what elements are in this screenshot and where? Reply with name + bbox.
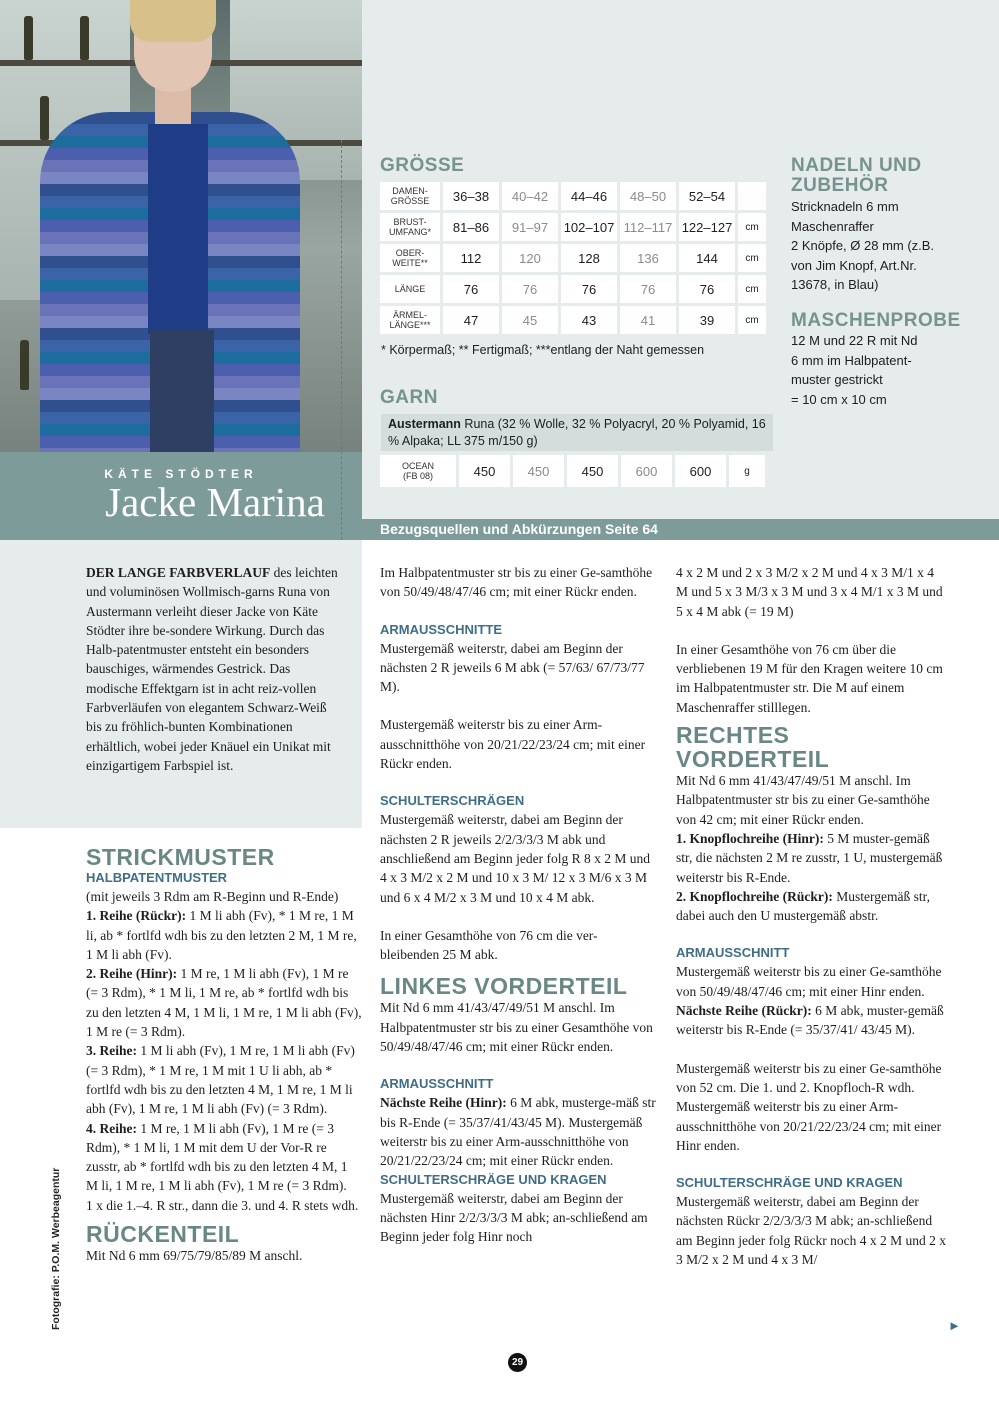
yarn-heading: GARN	[380, 387, 438, 408]
size-cell: 76	[561, 275, 617, 303]
photo-credit: Fotografie: P.O.M. Werbeagentur	[50, 1167, 62, 1330]
armausschnitt-right-text: Mustergemäß weiterstr bis zu einer Ge-samthöhe von 50/49/48/47/46 cm; mit einer Hinr enden.	[676, 964, 942, 999]
right-front-text: Mustergemäß weiterstr bis zu einer Ge-samthöhe von 52 cm. Die 1. und 2. Knopfloch-R wdh. Mustergemäß weiterstr bis zu einer Arm-ausschnitthöhe von 20/21/22/23/24 cm; mit einer Hinr enden.	[676, 1060, 942, 1153]
schulterschraegen-heading: SCHULTERSCHRÄGEN	[380, 793, 525, 809]
size-cell: 36–38	[443, 182, 499, 210]
size-table-row	[380, 244, 766, 272]
row-2-instruction: 2. Reihe (Hinr): 1 M re, 1 M li abh (Fv), 1 M re (= 3 Rdm), * 1 M li, 1 M re, ab * fortlfd wdh bis zu den letzten 4 M, 1 M li, 1 M re, 1 M li abh (Fv), 1 M re (= 3 Rdm).	[86, 966, 362, 1040]
size-row-label: OBER- WEITE**	[380, 244, 440, 272]
yarn-row	[380, 455, 765, 487]
strickmuster-heading: STRICKMUSTER	[86, 844, 275, 870]
yarn-brand: Austermann	[388, 417, 461, 431]
intro-lead: DER LANGE FARBVERLAUF	[86, 565, 271, 580]
halbpatent-note: (mit jeweils 3 Rdm am R-Beginn und R-Ende)	[86, 889, 339, 904]
size-cell: 76	[679, 275, 735, 303]
column-3	[676, 563, 946, 1269]
yarn-amount: 600	[621, 455, 672, 487]
back-text: Im Halbpatentmuster str bis zu einer Ge-samthöhe von 50/49/48/47/46 cm; mit einer Rückr enden.	[380, 565, 653, 600]
armausschnitt-text: Nächste Reihe (Hinr): 6 M abk, musterge-mäß str bis R-Ende (= 35/37/41/43/45 M). Mustergemäß weiterstr bis zu einer Arm-ausschnitthöhe von 20/21/22/23/24 cm; mit einer Rückr enden.	[380, 1095, 656, 1169]
row-4-instruction: 4. Reihe: 1 M re, 1 M li abh (Fv), 1 M re (= 3 Rdm), * 1 M li, 1 M mit dem U der Vor-R re zusstr, ab * fortlfd wdh bis zu den letzten 4 M, 1 M li, 1 M re, 1 M li abh (Fv), 1 M re (= 3 Rdm).	[86, 1120, 348, 1194]
intro-text	[86, 563, 338, 775]
gauge-heading: MASCHENPROBE	[791, 310, 961, 331]
size-cell: 144	[679, 244, 735, 272]
yarn-amount: 450	[567, 455, 618, 487]
schulterschraege-kragen-right-text: Mustergemäß weiterstr, dabei am Beginn der nächsten Rückr 2/2/3/3/3 M abk; an-schließend am Beginn jeder folg Rückr noch 4 x 2 M und 2 x 3 M/2 x 2 M und 4 x 3 M/	[676, 1194, 946, 1268]
schulterschraegen-text: Mustergemäß weiterstr, dabei am Beginn der nächsten 2 R jeweils 2/2/3/3/3 M abk und anschließend am Beginn jeder folg R 8 x 2 M und 4 x 3 M/2 x 2 M und 10 x 3 M/ 12 x 3 M/6 x 3 M und 6 x 4 M/2 x 3 M und 10 x 4 M abk.	[380, 812, 650, 905]
size-footnote: * Körpermaß; ** Fertigmaß; ***entlang der Naht gemessen	[381, 343, 705, 357]
buttonhole-row-1: 1. Knopflochreihe (Hinr): 5 M muster-gemäß str, die nächsten 2 M re zusstr, 1 U, mustergemäß weiterstr bis R-Ende.	[676, 830, 943, 885]
gauge-text: 12 M und 22 R mit Nd 6 mm im Halbpatent- muster gestrickt = 10 cm x 10 cm	[791, 333, 918, 407]
size-cell: 44–46	[561, 182, 617, 210]
yarn-amount: 450	[513, 455, 564, 487]
page-number: 29	[508, 1353, 527, 1372]
rueckenteil-text: Mit Nd 6 mm 69/75/79/85/89 M anschl.	[86, 1248, 303, 1264]
yarn-text: Runa (32 % Wolle, 32 % Polyacryl, 20 % Polyamid, 16 % Alpaka; LL 375 m/150 g)	[388, 417, 766, 448]
stitch-divider	[341, 140, 342, 560]
size-row-label: BRUST- UMFANG*	[380, 213, 440, 241]
armausschnitte-text-2: Mustergemäß weiterstr bis zu einer Arm-ausschnitthöhe von 20/21/22/23/24 cm; mit einer Rückr enden.	[380, 717, 646, 772]
size-cell: 47	[443, 306, 499, 334]
column-1	[86, 845, 362, 1265]
size-cell: 102–107	[561, 213, 617, 241]
size-row-label: DAMEN- GRÖSSE	[380, 182, 440, 210]
schulterschraege-kragen-heading: SCHULTERSCHRÄGE UND KRAGEN	[380, 1171, 607, 1187]
schulterschraegen-text-2: In einer Gesamthöhe von 76 cm die ver-bleibenden 25 M abk.	[380, 927, 598, 963]
intro-body: des leichten und voluminösen Wollmisch-garns Runa von Austermann verleiht dieser Jacke von Käte Stödter ihre be-sondere Wirkung. Durch das Halb-patentmuster entsteht ein besonders bauschiges, wärmendes Gestrick. Das modische Effektgarn ist in acht reiz-vollen Farbverläufen von elegantem Schwarz-Weiß bis zu fröhlich-bunten Kombinationen erhältlich, wobei jeder Knäuel ein Unikat mit einzigartigem Farbspiel ist.	[86, 565, 338, 773]
yarn-table	[377, 452, 768, 490]
column-2	[380, 563, 656, 1246]
size-row-label: ÄRMEL- LÄNGE***	[380, 306, 440, 334]
collar-text: In einer Gesamthöhe von 76 cm über die verbliebenen 19 M für den Kragen weitere 10 cm im Halbpatentmuster str. Die M auf einem Maschenraffer stilllegen.	[676, 641, 943, 715]
size-row-label: LÄNGE	[380, 275, 440, 303]
yarn-unit: g	[729, 455, 765, 487]
needles-text: Stricknadeln 6 mm Maschenraffer 2 Knöpfe, Ø 28 mm (z.B. von Jim Knopf, Art.Nr. 13678, in Blau)	[791, 199, 935, 292]
size-cell: 81–86	[443, 213, 499, 241]
size-cell: 128	[561, 244, 617, 272]
schulterschraege-kragen-right-heading: SCHULTERSCHRÄGE UND KRAGEN	[676, 1175, 903, 1191]
repeat-instruction: 1 x die 1.–4. R str., dann die 3. und 4. R stets wdh.	[86, 1197, 359, 1213]
model-photo	[0, 0, 362, 452]
size-cell: 48–50	[620, 182, 676, 210]
yarn-description	[381, 414, 773, 451]
row-1-instruction: 1. Reihe (Rückr): 1 M li abh (Fv), * 1 M re, 1 M li, ab * fortlfd wdh bis zu den letzten 2 M, 1 M re, 1 M li abh (Fv).	[86, 908, 357, 962]
needles-heading: NADELN UND ZUBEHÖR	[791, 155, 922, 196]
armausschnitte-text: Mustergemäß weiterstr, dabei am Beginn der nächsten 2 R jeweils 6 M abk (= 57/63/ 67/73/77 M).	[380, 640, 645, 695]
size-unit: cm	[738, 306, 766, 334]
linkes-vorderteil-heading: LINKES VORDERTEIL	[380, 973, 628, 1000]
size-unit: cm	[738, 275, 766, 303]
rueckenteil-heading: RÜCKENTEIL	[86, 1221, 240, 1248]
size-table-row	[380, 182, 766, 210]
size-cell: 40–42	[502, 182, 558, 210]
size-cell: 41	[620, 306, 676, 334]
linkes-vorderteil-text: Mit Nd 6 mm 41/43/47/49/51 M anschl. Im Halbpatentmuster str bis zu einer Gesamthöhe von 50/49/48/47/46 cm; mit einer Rückr enden.	[380, 1000, 653, 1055]
size-cell: 136	[620, 244, 676, 272]
size-unit	[738, 182, 766, 210]
size-cell: 91–97	[502, 213, 558, 241]
size-cell: 39	[679, 306, 735, 334]
size-table-row	[380, 306, 766, 334]
size-unit: cm	[738, 244, 766, 272]
yarn-amount: 600	[675, 455, 726, 487]
size-cell: 76	[443, 275, 499, 303]
size-cell: 76	[502, 275, 558, 303]
continue-arrow-icon: ►	[948, 1318, 961, 1333]
armausschnitt-heading: ARMAUSSCHNITT	[380, 1076, 494, 1092]
size-table	[377, 179, 769, 337]
size-table-row	[380, 213, 766, 241]
size-table-row	[380, 275, 766, 303]
size-cell: 52–54	[679, 182, 735, 210]
pattern-title: Jacke Marina	[105, 479, 325, 525]
size-cell: 43	[561, 306, 617, 334]
size-cell: 120	[502, 244, 558, 272]
size-cell: 76	[620, 275, 676, 303]
next-row-right: Nächste Reihe (Rückr): 6 M abk, muster-gemäß weiterstr bis R-Ende (= 35/37/41/ 43/45 M).	[676, 1003, 944, 1038]
rechtes-vorderteil-text: Mit Nd 6 mm 41/43/47/49/51 M anschl. Im Halbpatentmuster str bis zu einer Ge-samthöhe von 42 cm; mit einer Rückr enden.	[676, 773, 930, 827]
yarn-amount: 450	[459, 455, 510, 487]
designer-name: KÄTE STÖDTER	[104, 467, 258, 481]
schulterschraege-kragen-text: Mustergemäß weiterstr, dabei am Beginn der nächsten Hinr 2/2/3/3/3 M abk; an-schließend am Beginn jeder folg Hinr noch	[380, 1190, 648, 1245]
size-cell: 45	[502, 306, 558, 334]
armausschnitt-right-heading: ARMAUSSCHNITT	[676, 945, 790, 961]
size-heading: GRÖSSE	[380, 155, 465, 176]
row-3-instruction: 3. Reihe: 1 M li abh (Fv), 1 M re, 1 M li abh (Fv) (= 3 Rdm), * 1 M re, 1 M mit 1 U li abh, ab * fortlfd wdh bis zu den letzten 4 M, 1 M re, 1 M li abh (Fv), 1 M re, 1 M li abh (Fv) (= 3 Rdm).	[86, 1043, 355, 1117]
yarn-color-label: OCEAN (FB 08)	[380, 455, 456, 487]
halbpatent-heading: HALBPATENTMUSTER	[86, 870, 228, 885]
source-note: Bezugsquellen und Abkürzungen Seite 64	[362, 519, 999, 540]
size-cell: 112	[443, 244, 499, 272]
rechtes-vorderteil-heading: RECHTES VORDERTEIL	[676, 722, 830, 773]
size-cell: 112–117	[620, 213, 676, 241]
left-front-continued: 4 x 2 M und 2 x 3 M/2 x 2 M und 4 x 3 M/1 x 4 M und 5 x 3 M/3 x 3 M und 3 x 4 M/1 x 3 M und 5 x 4 M abk (= 19 M)	[676, 565, 943, 619]
buttonhole-row-2: 2. Knopflochreihe (Rückr): Mustergemäß str, dabei auch den U mustergemäß abstr.	[676, 888, 930, 924]
size-unit: cm	[738, 213, 766, 241]
armausschnitte-heading: ARMAUSSCHNITTE	[380, 621, 503, 637]
size-cell: 122–127	[679, 213, 735, 241]
